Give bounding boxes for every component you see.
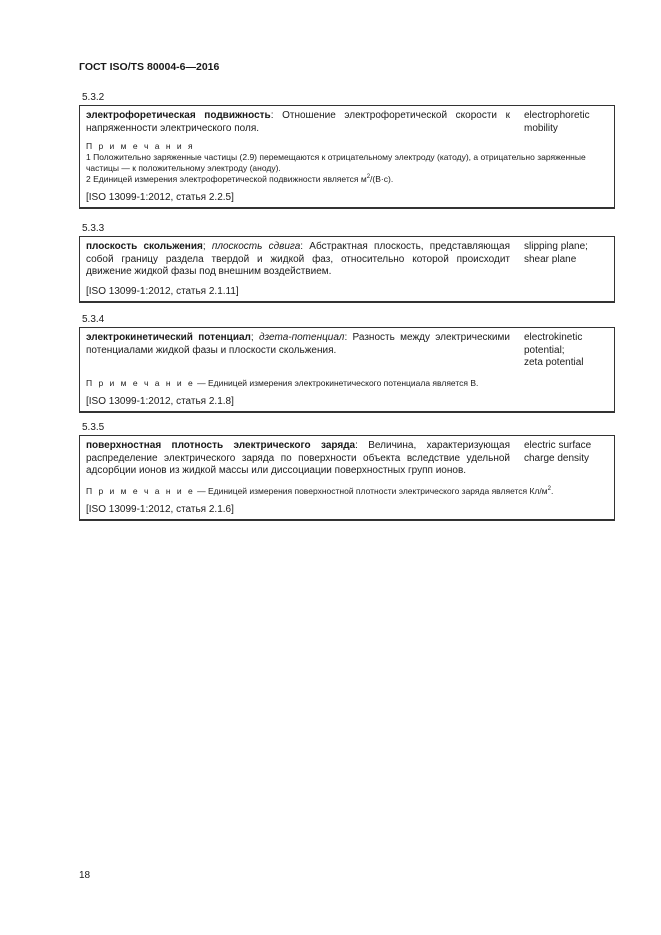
page-number: 18 [79,870,91,881]
definition-text: : Отношение электрофоретической скорости к напряженности электрического поля. [86,110,510,134]
term-entry-box [79,327,615,413]
english-equivalent [510,440,608,478]
term-entry-box [79,435,615,521]
english-line: electrophoretic [524,110,590,121]
term-name: плоскость скольжения [86,241,203,252]
source-reference: [ISO 13099-1:2012, статья 2.1.8] [86,396,234,408]
english-equivalent [510,110,608,135]
definition-text: : Абстрактная плоскость, представляющая собой границу раздела твердой и жидкой фаз, относительно которой происходит движение жидкой фазы под внешним воздействием. [86,241,511,278]
term-synonym: дзета-потенциал [258,332,345,343]
term-definition [86,110,510,135]
english-line: mobility [524,122,558,134]
term-name: электрофоретическая подвижность [86,110,271,121]
definition-text: : Величина, характеризующая распределение электрического заряда по поверхности объекта вследствие удельной адсорбции ионов из жидкой массы или диссоциации поверхностных групп ионов. [86,440,510,477]
english-line: potential; [524,344,565,356]
source-reference: [ISO 13099-1:2012, статья 2.1.11] [86,286,239,298]
term-synonym: плоскость сдвига [211,241,301,252]
section-number: 5.3.4 [82,314,105,325]
source-reference: [ISO 13099-1:2012, статья 2.1.6] [86,504,234,516]
note-1: 1 Положительно заряженные частицы (2.9) перемещаются к отрицательному электроду (катоду), а отрицательно заряженные частицы — к положительному электроду (аноду). [86,152,586,174]
english-line: slipping plane; [524,241,588,252]
term-name: электрокинетический потенциал [86,332,251,343]
section-number: 5.3.2 [82,92,105,103]
term-name: поверхностная плотность электрического заряда [86,440,356,451]
english-line: electrokinetic [524,332,583,343]
term-section-5-3-4 [79,313,615,413]
term-definition [86,440,510,478]
definition-text: : Разность между электрическими потенциалами жидкой фазы и плоскости скольжения. [86,332,510,356]
source-reference: [ISO 13099-1:2012, статья 2.2.5] [86,192,234,204]
term-entry-box [79,105,615,209]
section-number: 5.3.5 [82,422,105,433]
term-section-5-3-3 [79,222,615,303]
document-header: ГОСТ ISO/TS 80004-6—2016 [79,61,220,73]
term-entry-box [79,236,615,303]
note-2: 2 Единицей измерения электрофоретической подвижности является $м^2/(В\cdot с)$. [86,174,394,185]
english-equivalent [510,241,608,279]
note: П р и м е ч а н и е — Единицей измерения поверхностной плотности электрического заряда является $Кл/м^2$. [86,486,554,497]
section-number: 5.3.3 [82,223,105,234]
english-line: zeta potential [524,357,584,369]
english-line: shear plane [524,253,577,265]
term-section-5-3-2 [79,91,615,209]
english-line: charge density [524,452,590,464]
notes-title: П р и м е ч а н и я [86,141,195,152]
term-section-5-3-5 [79,421,615,521]
english-equivalent [510,332,608,370]
note: П р и м е ч а н и е — Единицей измерения электрокинетического потенциала является В. [86,378,479,389]
term-definition: электрокинетический потенциал; дзета-потенциал: Разность между электрическими потенциалами жидкой фазы и плоскости скольжения. [86,332,510,356]
english-line: electric surface [524,440,592,451]
term-definition: плоскость скольжения; плоскость сдвига: Абстрактная плоскость, представляющая собой границу раздела твердой и жидкой фаз, относительно которой происходит движение жидкой фазы под внешним воздействием. [86,241,511,278]
